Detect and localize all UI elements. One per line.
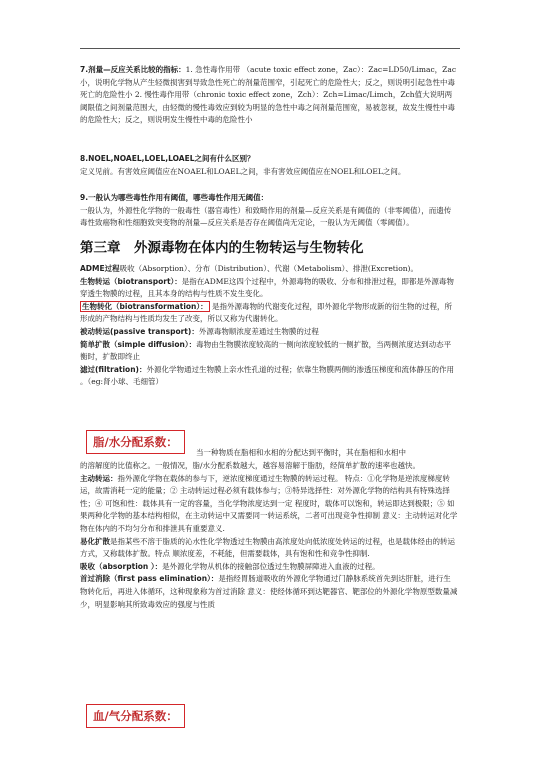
- facilitated-diffusion-label: 易化扩散: [80, 536, 110, 546]
- absorption-text: 是外源化学物从机体的接触部位透过生物膜屏障进入血液的过程。: [162, 561, 380, 571]
- adme-label: ADME过程: [80, 264, 120, 273]
- section-8-title: 8.NOEL,NOAEL,LOEL,LOAEL之间有什么区别？: [80, 154, 255, 163]
- passive-transport-label: 被动转运(passive transport)：: [80, 326, 199, 336]
- chapter-body-top: [80, 263, 458, 389]
- chapter-body-bottom: [80, 460, 458, 611]
- facilitated-diffusion-text: 是指某些不溶于脂质的沁水性化学物透过生物膜由高浓度处向低浓度处转运的过程，也是载体经由的转运方式，又称载体扩散。特点 顺浓度差，不耗能，但需要载体，具有饱和性和竞争性抑制.: [80, 536, 455, 559]
- first-pass-label: 首过消除（first pass elimination）：: [80, 574, 219, 584]
- blood-gas-box: 血/气分配系数：: [86, 704, 185, 728]
- section-7-text: 1. 急性毒作用带 （acute toxic effect zone，Zac）：Zac=LD50/Limac，Zac小，说明化学物从产生轻微损害到导致急性死亡的剂量范围窄，引起死亡的危险性大；反之，则说明引起急性中毒死亡的危险性小 2. 慢性毒作用带（chronic toxic effect zone，Zch）：Zch=Limac/Limch，Zch值大说明两阈限值之间剂量范围大，由轻微的慢性毒效应到较为明显的急性中毒之间剂量范围宽，易被忽视，故发生慢性中毒的危险性大；反之，则说明发生慢性中毒的危险性小: [80, 65, 457, 125]
- section-8: [80, 153, 458, 178]
- active-transport-text: 指外源化学物在载体的参与下，逆浓度梯度通过生物膜的转运过程。 特点：①化学物是逆浓度梯度转运，故需消耗一定的能量；② 主动转运过程必须有载体参与；③特异选择性：对外源化学物的结构具有特殊选择性；④ 可饱和性：载体具有一定的容量，当化学物浓度达到一定 程度时，载体可以饱和，转运即达到极限；⑤ 如果两种化学物的基本结构相似，在主动转运中又需要同一转运系统，二者可出现竞争性抑制 意义：主动转运对化学物在体内的不均匀分布和排泄具有重要意义.: [80, 473, 458, 533]
- adme-para: [80, 263, 458, 276]
- biotransformation-label: 生物转化（biotransformation）：: [82, 301, 208, 311]
- absorption-para: [80, 561, 458, 574]
- adme-text: 吸收（Absorption）、分布（Distribution）、代谢（Metabolism）、排泄(Excretion)。: [119, 264, 418, 273]
- first-pass-para: [80, 573, 458, 611]
- first-pass-text: 是指经胃肠道吸收的外源化学物通过门静脉系统首先到达肝脏，进行生物转化后，再进入体循环，这种现象称为首过消除 意义：使经体循环到达靶器官、靶部位的外源化学物原型数量减少，明显影响其所致毒效应的强度与性质: [80, 574, 458, 609]
- biotransformation-text: 是指外源毒物的代谢变化过程，即外源化学物形成新的衍生物的过程，所形成的产物结构与性质均发生了改变，所以又称为代谢转化。: [80, 301, 453, 324]
- biotransformation-para: [80, 301, 458, 326]
- filtration-label: 滤过(filtration)：: [80, 364, 147, 374]
- section-7: [80, 64, 458, 127]
- simple-diffusion-label: 简单扩散（simple diffusion）：: [80, 339, 197, 349]
- passive-transport-text: 外源毒物顺浓度差通过生物膜的过程: [198, 326, 319, 336]
- section-9-text: 一般认为，外源性化学物的一般毒性（器官毒性）和致畸作用的剂量—反应关系是有阈值的（非零阈值），而遗传毒性致癌物和性细胞致突变物的剂量—反应关系是否存在阈值尚无定论，一般认为无阈值（零阈值）。: [80, 205, 452, 228]
- facilitated-diffusion-para: [80, 536, 458, 561]
- filtration-para: [80, 364, 458, 389]
- lipid-water-first-line: 当一种物质在脂相和水相的分配达到平衡时，其在脂相和水相中: [196, 448, 406, 457]
- biotransport-text: 是指在ADME这四个过程中，外源毒物的吸收、分布和排泄过程，即都是外源毒物穿透生物膜的过程，且其本身的结构与性质不发生变化。: [80, 276, 454, 299]
- section-9-title: 9.一般认为哪些毒性作用有阈值，哪些毒性作用无阈值：: [80, 193, 269, 202]
- chapter-heading: 第三章 外源毒物在体内的生物转运与生物转化: [80, 240, 364, 256]
- simple-diffusion-text: 毒物由生物膜浓度较高的一侧向浓度较低的一侧扩散，当两侧浓度达到动态平衡时，扩散即终止: [80, 339, 452, 362]
- active-transport-para: [80, 473, 458, 536]
- absorption-label: 吸收（absorption ）：: [80, 561, 163, 571]
- section-9: [80, 192, 458, 230]
- lipid-water-box: 脂/水分配系数：: [86, 430, 185, 454]
- lipid-water-rest: 的溶解度的比值称之。一般情况，脂/水分配系数越大，越容易溶解于脂肪，经简单扩散的速率也越快。: [80, 461, 421, 470]
- simple-diffusion-para: [80, 339, 458, 364]
- section-7-title: 7.剂量—反应关系比较的指标：: [80, 65, 186, 74]
- filtration-text: 外源化学物通过生物膜上亲水性孔道的过程；依靠生物膜两侧的渗透压梯度和流体静压的作用 。（eg:肾小球、毛细管）: [80, 364, 454, 387]
- header-rule: [80, 48, 460, 49]
- biotransport-label: 生物转运（biotransport）：: [80, 276, 182, 286]
- biotransport-para: [80, 276, 458, 301]
- passive-transport-para: [80, 326, 458, 339]
- active-transport-label: 主动转运：: [80, 473, 118, 483]
- section-8-text: 定义见前。有害效应阈值应在NOAEL和LOAEL之间，非有害效应阈值应在NOEL和LOEL之间。: [80, 166, 406, 176]
